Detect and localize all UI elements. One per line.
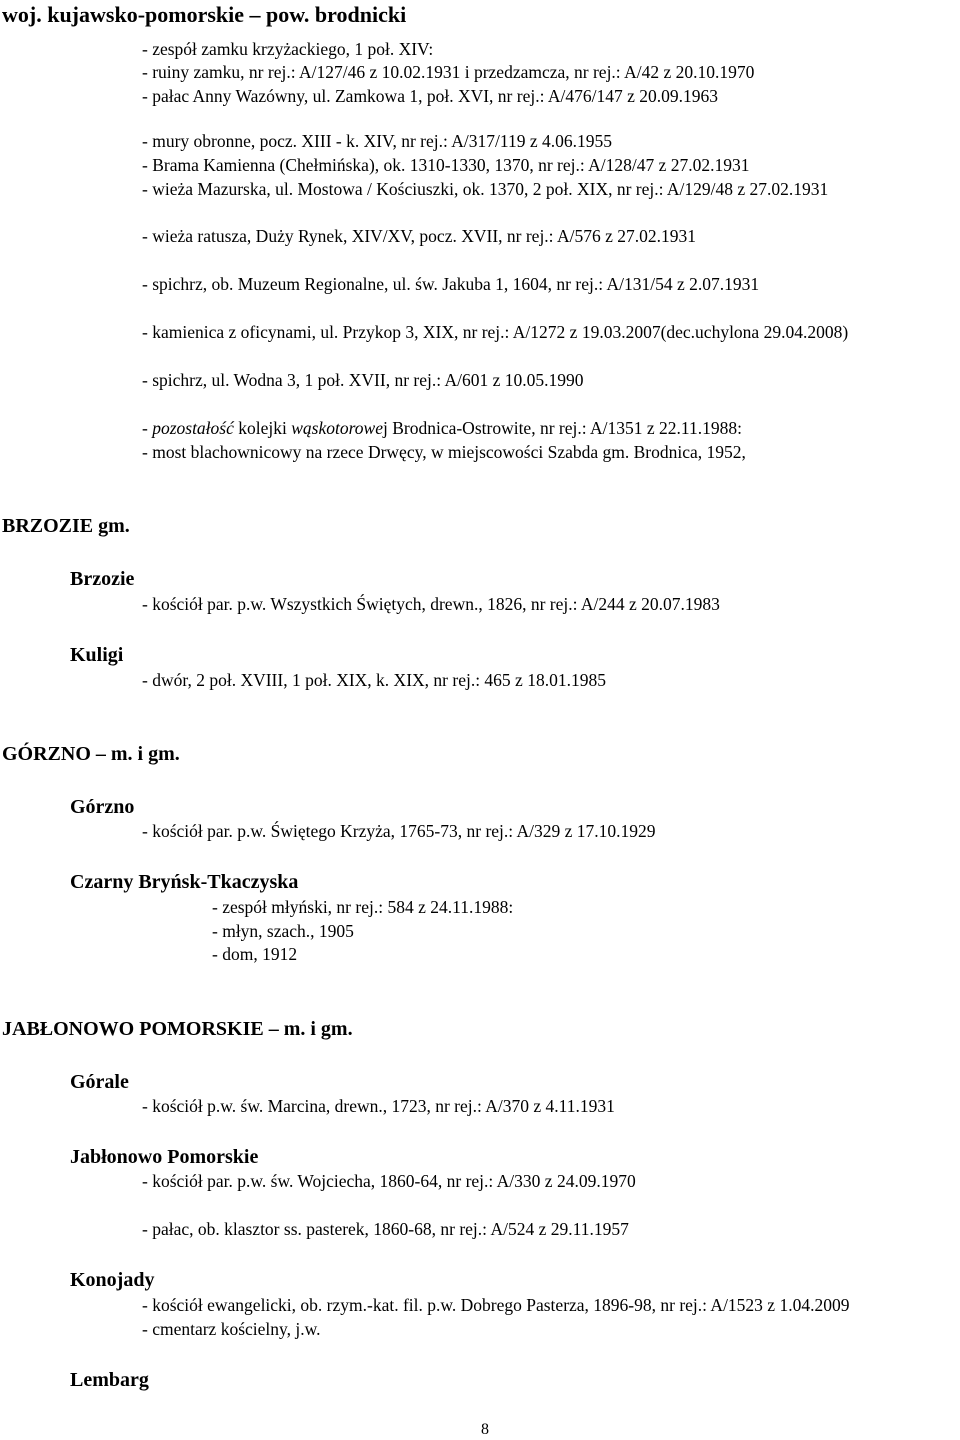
entry-bridge: - most blachownicowy na rzece Drwęcy, w miejscowości Szabda gm. Brodnica, 1952, [142,442,746,462]
voivodeship-county-header: woj. kujawsko-pomorskie – pow. brodnicki [2,2,407,27]
entry-gorzno-church: - kościół par. p.w. Świętego Krzyża, 1765-73, nr rej.: A/329 z 17.10.1929 [142,821,656,841]
entry-granary-museum: - spichrz, ob. Muzeum Regionalne, ul. św. Jakuba 1, 1604, nr rej.: A/131/54 z 2.07.1931 [142,274,760,294]
entry-tenement-house: - kamienica z oficynami, ul. Przykop 3, XIX, nr rej.: A/1272 z 19.03.2007(dec.uchylona 29.04.2008) [142,322,849,342]
commune-heading-jablonowo: JABŁONOWO POMORSKIE – m. i gm. [2,1018,353,1040]
entry-gorale-church: - kościół p.w. św. Marcina, drewn., 1723, nr rej.: A/370 z 4.11.1931 [142,1096,615,1116]
railway-dash: - [142,418,153,438]
entry-castle-ruins: - ruiny zamku, nr rej.: A/127/46 z 10.02.1931 i przedzamcza, nr rej.: A/42 z 20.10.1970 [142,62,755,82]
entry-konojady-cemetery: - cmentarz kościelny, j.w. [142,1319,321,1339]
locality-heading-gorzno: Górzno [70,796,135,818]
entry-house: - dom, 1912 [212,944,298,964]
railway-mid: kolejki [233,418,292,438]
entry-anna-vasa-palace: - pałac Anny Wazówny, ul. Zamkowa 1, poł. XVI, nr rej.: A/476/147 z 20.09.1963 [142,86,718,106]
locality-heading-brzozie: Brzozie [70,568,135,590]
entry-mill: - młyn, szach., 1905 [212,921,354,941]
entry-brzozie-church: - kościół par. p.w. Wszystkich Świętych, drewn., 1826, nr rej.: A/244 z 20.07.1983 [142,594,720,614]
entry-konojady-church: - kościół ewangelicki, ob. rzym.-kat. fil. p.w. Dobrego Pasterza, 1896-98, nr rej.: A/1523 z 1.04.2009 [142,1295,850,1315]
railway-rest: j Brodnica-Ostrowite, nr rej.: A/1351 z 22.11.1988: [382,418,742,438]
entry-granary-wodna: - spichrz, ul. Wodna 3, 1 poł. XVII, nr rej.: A/601 z 10.05.1990 [142,370,584,390]
entry-kuligi-manor: - dwór, 2 poł. XVIII, 1 poł. XIX, k. XIX, nr rej.: 465 z 18.01.1985 [142,670,606,690]
locality-heading-lembarg: Lembarg [70,1369,149,1391]
locality-heading-jablonowo: Jabłonowo Pomorskie [70,1146,259,1168]
entry-jablonowo-church: - kościół par. p.w. św. Wojciecha, 1860-64, nr rej.: A/330 z 24.09.1970 [142,1171,636,1191]
entry-jablonowo-palace: - pałac, ob. klasztor ss. pasterek, 1860-68, nr rej.: A/524 z 29.11.1957 [142,1219,629,1239]
locality-heading-czarny-brynsk: Czarny Bryńsk-Tkaczyska [70,871,299,893]
page-number: 8 [481,1421,489,1438]
entry-mill-complex: - zespół młyński, nr rej.: 584 z 24.11.1988: [212,897,514,917]
entry-castle-complex: - zespół zamku krzyżackiego, 1 poł. XIV: [142,39,434,59]
locality-heading-konojady: Konojady [70,1269,155,1291]
entry-mazurian-tower: - wieża Mazurska, ul. Mostowa / Kościuszki, ok. 1370, 2 poł. XIX, nr rej.: A/129/48 z 27.02.1931 [142,179,829,199]
railway-word-remnant: pozostałość [152,418,234,438]
entry-stone-gate: - Brama Kamienna (Chełmińska), ok. 1310-1330, 1370, nr rej.: A/128/47 z 27.02.1931 [142,155,750,175]
entry-defensive-walls: - mury obronne, pocz. XIII - k. XIV, nr rej.: A/317/119 z 4.06.1955 [142,131,612,151]
locality-heading-kuligi: Kuligi [70,644,124,666]
locality-heading-gorale: Górale [70,1071,129,1093]
entry-town-hall-tower: - wieża ratusza, Duży Rynek, XIV/XV, pocz. XVII, nr rej.: A/576 z 27.02.1931 [142,226,696,246]
commune-heading-gorzno: GÓRZNO – m. i gm. [2,743,180,765]
railway-word-narrow: wąskotorowe [291,418,383,438]
commune-heading-brzozie: BRZOZIE gm. [2,515,130,537]
entry-narrow-gauge-railway [142,417,742,439]
